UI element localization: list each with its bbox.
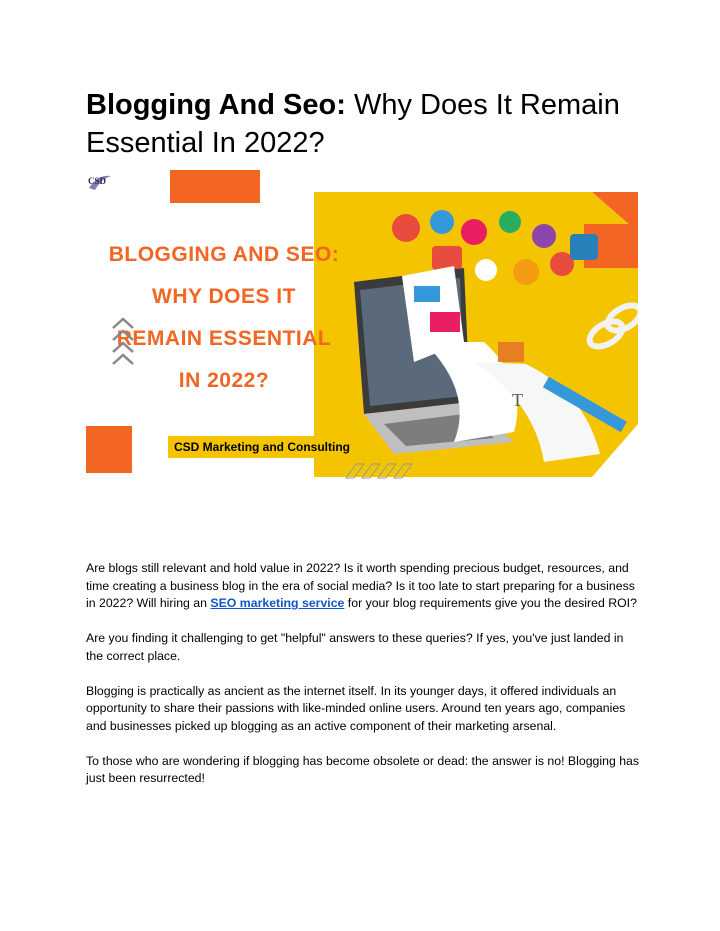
logo-text: CSD [88, 176, 107, 186]
headline-line: BLOGGING AND SEO: [108, 243, 340, 266]
svg-text:T: T [512, 390, 523, 410]
headline-line: WHY DOES IT [152, 285, 296, 308]
paragraph: To those who are wondering if blogging has become obsolete or dead: the answer is no! Blogging has just been resurrected! [86, 753, 640, 785]
slash-decoration [344, 462, 414, 480]
paragraph: Are you finding it challenging to get "helpful" answers to these queries? If yes, you've just landed in the correct place. [86, 631, 624, 663]
orange-block-bottom [86, 426, 132, 473]
company-logo [86, 170, 114, 196]
company-badge: CSD Marketing and Consulting [168, 436, 356, 458]
paragraph-text: Are blogs still relevant and hold value in 2022? Is it worth spending precious budget, resources, and time creating a business blog in the era of social media? Is it too late to start preparing for a business in 2022? Will hiring an [86, 561, 635, 610]
title-rest: Why Does It Remain Essential In 2022? [86, 89, 620, 159]
seo-marketing-service-link[interactable]: SEO marketing service [210, 596, 345, 610]
headline-line: REMAIN ESSENTIAL [116, 327, 332, 350]
headline-line: IN 2022? [178, 369, 270, 392]
blogging-illustration [314, 192, 638, 477]
paragraph [86, 560, 642, 613]
title-bold: Blogging And Seo: [86, 89, 346, 121]
orange-block-top [170, 170, 260, 203]
paragraph: Blogging is practically as ancient as the internet itself. In its younger days, it offered individuals an opportunity to share their passions with like-minded online users. Around ten years ago, companies and businesses picked up blogging as an active component of their marketing arsenal. [86, 683, 626, 733]
chevron-up-icons [110, 316, 136, 368]
article-body [86, 560, 642, 805]
paragraph-text: for your blog requirements give you the desired ROI? [344, 596, 637, 610]
hero-image [86, 170, 638, 482]
page-title [86, 86, 646, 162]
